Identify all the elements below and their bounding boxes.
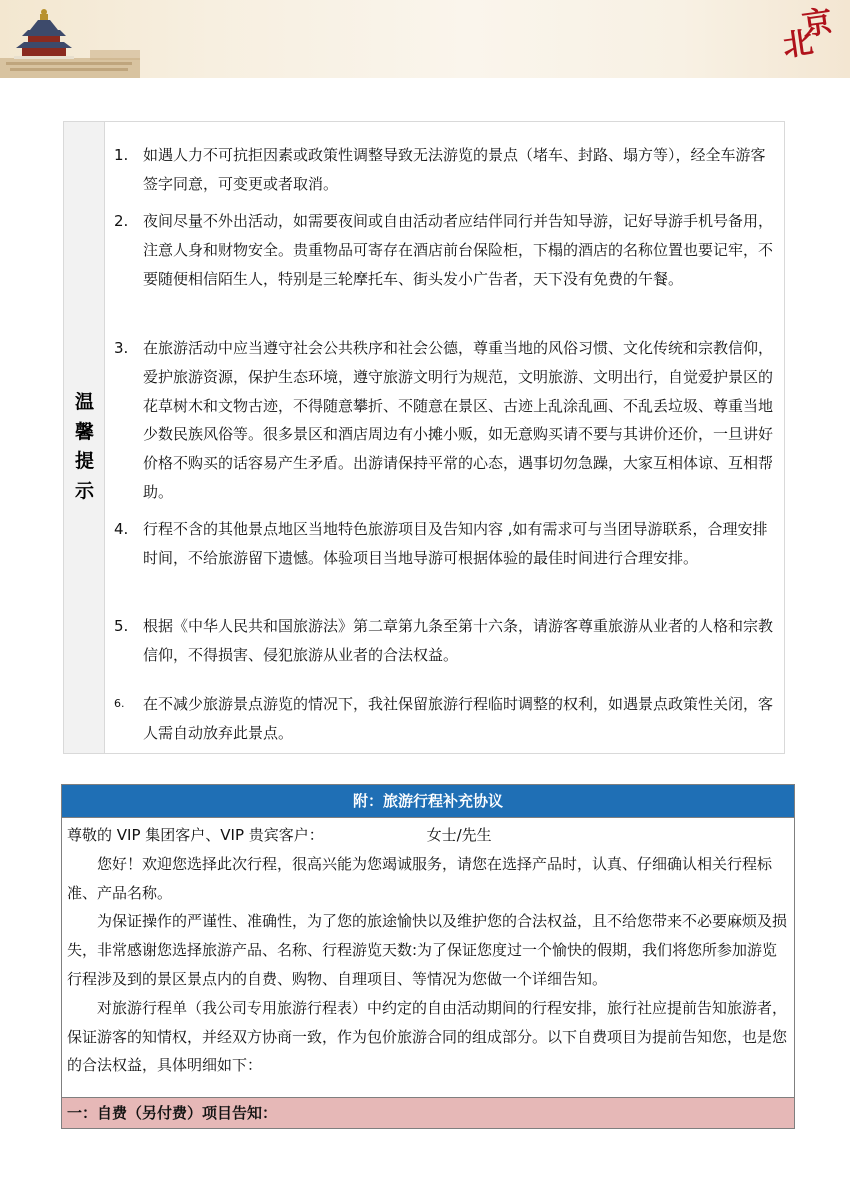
agreement-title: 附：旅游行程补充协议: [62, 785, 794, 818]
tip-text: 如遇人力不可抗拒因素或政策性调整导致无法游览的景点（堵车、封路、塌方等），经全车游客签字同意，可变更或者取消。: [143, 146, 766, 193]
tip-number: 5.: [114, 617, 129, 635]
tip-number: 2.: [114, 212, 129, 230]
tips-box: [63, 121, 785, 754]
tip-number: 6.: [114, 697, 125, 710]
agreement-paragraph: 为保证操作的严谨性、准确性，为了您的旅途愉快以及维护您的合法权益，且不给您带来不必要麻烦及损失，非常感谢您选择旅游产品、名称、行程游览天数:为了保证您度过一个愉快的假期，我们将您所参加游览行程涉及到的景区景点内的自费、购物、自理项目、等情况为您做一个详细告知。: [67, 912, 788, 988]
tip-text: 在旅游活动中应当遵守社会公共秩序和社会公德，尊重当地的风俗习惯、文化传统和宗教信仰，爱护旅游资源，保护生态环境，遵守旅游文明行为规范，文明旅游、文明出行，自觉爱护景区的花草树木和文物古迹，不得随意攀折、不随意在景区、古迹上乱涂乱画、不乱丢垃圾、尊重当地少数民族风俗等。很多景区和酒店周边有小摊小贩，如无意购买请不要与其讲价还价，一旦讲好价格不购买的话容易产生矛盾。出游请保持平常的心态，遇事切勿急躁，大家互相体谅、互相帮助。: [143, 339, 774, 501]
greeting-title: 女士/先生: [426, 826, 492, 844]
tip-item-3: [114, 334, 780, 507]
agreement-greeting: [67, 821, 789, 850]
agreement-body: [62, 818, 794, 1080]
tip-item-4: [114, 515, 780, 573]
tip-number: 1.: [114, 146, 129, 164]
tips-side-title: [64, 388, 105, 506]
tip-item-6: [114, 690, 780, 748]
section-title: 一：自费（另付费）项目告知：: [62, 1097, 794, 1128]
tips-side-column: [64, 122, 105, 753]
side-title-char: 温: [74, 391, 94, 413]
side-title-char: 提: [74, 450, 94, 472]
tip-number: 4.: [114, 520, 129, 538]
greeting-text: 尊敬的 VIP 集团客户、VIP 贵宾客户：: [67, 826, 324, 844]
tip-item-2: [114, 207, 780, 293]
agreement-paragraph: 对旅游行程单（我公司专用旅游行程表）中约定的自由活动期间的行程安排，旅行社应提前告知旅游者，保证游客的知情权，并经双方协商一致，作为包价旅游合同的组成部分。以下自费项目为提前告知您，也是您的合法权益，具体明细如下：: [67, 998, 788, 1075]
side-title-char: 示: [74, 479, 94, 502]
agreement-table: [61, 784, 795, 1129]
agreement-paragraph: 您好！欢迎您选择此次行程，很高兴能为您竭诚服务，请您在选择产品时，认真、仔细确认相关行程标准、产品名称。: [67, 854, 773, 902]
tip-text: 夜间尽量不外出活动，如需要夜间或自由活动者应结伴同行并告知导游，记好导游手机号备用，注意人身和财物安全。贵重物品可寄存在酒店前台保险柜，下榻的酒店的名称位置也要记牢，不要随便相信陌生人，特别是三轮摩托车、街头发小广告者，天下没有免费的午餐。: [143, 212, 774, 288]
side-title-char: 馨: [74, 420, 94, 443]
tip-text: 行程不含的其他景点地区当地特色旅游项目及告知内容 ,如有需求可与当团导游联系，合理安排时间，不给旅游留下遗憾。体验项目当地导游可根据体验的最佳时间进行合理安排。: [143, 520, 768, 567]
header-banner: [0, 0, 850, 78]
tip-item-5: [114, 612, 780, 670]
tip-item-1: [114, 141, 780, 199]
tip-text: 根据《中华人民共和国旅游法》第二章第九条至第十六条，请游客尊重旅游从业者的人格和宗教信仰，不得损害、侵犯旅游从业者的合法权益。: [143, 617, 774, 664]
tip-number: 3.: [114, 339, 129, 357]
tip-text: 在不减少旅游景点游览的情况下，我社保留旅游行程临时调整的权利，如遇景点政策性关闭，客人需自动放弃此景点。: [143, 695, 774, 742]
beijing-brand-logo: 北 京: [780, 4, 835, 64]
temple-of-heaven-icon: [0, 0, 140, 78]
